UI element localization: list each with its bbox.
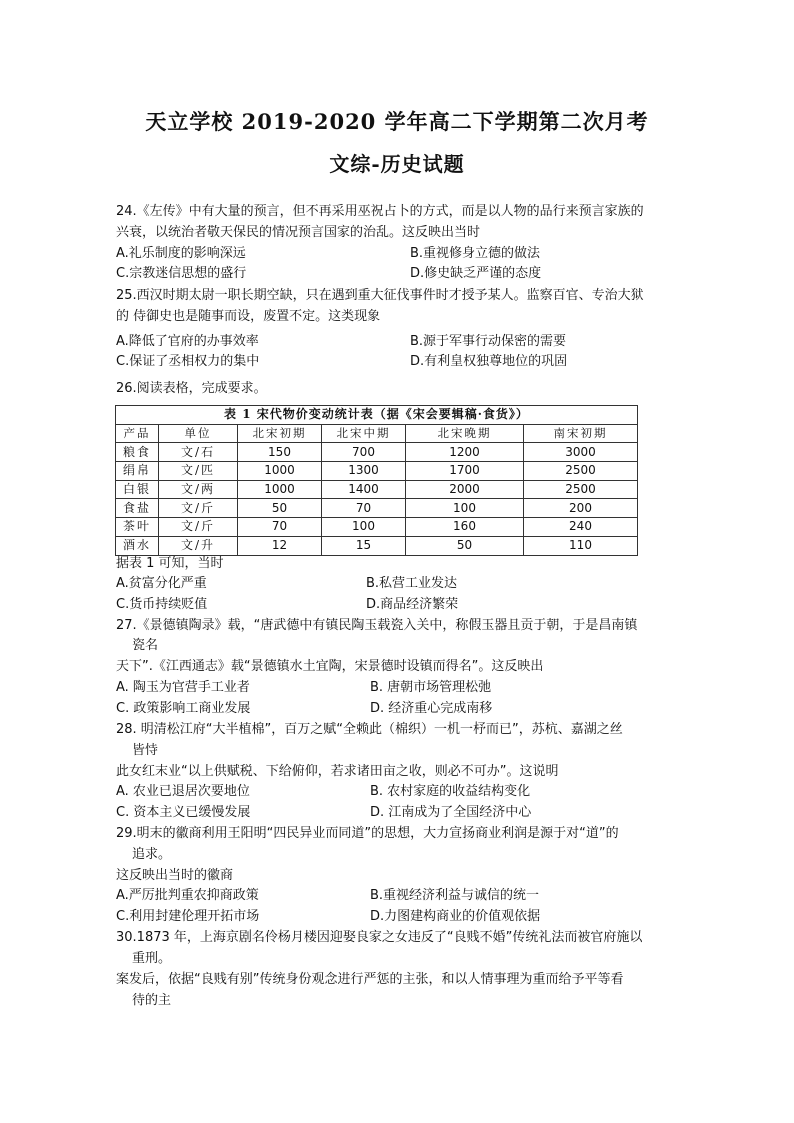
- table-cell: 12: [238, 536, 322, 555]
- question-24-stem-line2: 兴衰，以统治者敬天保民的情况预言国家的治乱。这反映出当时: [116, 225, 481, 240]
- table-row: [116, 518, 638, 537]
- question-27-option-c: C. 政策影响工商业发展: [116, 701, 251, 716]
- question-27-option-a: A. 陶玉为官营手工业者: [116, 680, 250, 695]
- question-26-option-b: B.私营工业发达: [366, 576, 458, 591]
- table-cell: 1000: [238, 480, 322, 499]
- table-cell: 茶叶: [116, 518, 159, 537]
- question-28-option-d: D. 江南成为了全国经济中心: [370, 805, 532, 820]
- question-24-option-a: A.礼乐制度的影响深远: [116, 246, 246, 261]
- question-27-stem-line2: 瓷名: [132, 638, 159, 653]
- table-cell: 700: [322, 443, 406, 462]
- table-cell: 50: [406, 536, 524, 555]
- table-cell: 1700: [406, 462, 524, 481]
- table-header-row: [116, 424, 638, 443]
- table-cell: 200: [524, 499, 638, 518]
- table-cell: 1400: [322, 480, 406, 499]
- question-28-option-a: A. 农业已退居次要地位: [116, 784, 250, 799]
- question-30-stem-line4: 待的主: [132, 993, 172, 1008]
- table-cell: 150: [238, 443, 322, 462]
- table-cell: 绢帛: [116, 462, 159, 481]
- question-29-stem-line1: 29.明末的徽商利用王阳明“四民异业而同道”的思想，大力宣扬商业利润是源于对“道”的: [116, 826, 619, 841]
- question-28-stem-line1: 28. 明清松江府“大半植棉”，百万之赋“全赖此（棉织）一机一杼而已”，苏杭、嘉湖之丝: [116, 722, 623, 737]
- table-cell: 文/石: [159, 443, 238, 462]
- table-header-cell: 北宋中期: [322, 424, 406, 443]
- table-cell: 100: [406, 499, 524, 518]
- question-27-stem-line1: 27.《景德镇陶录》载，“唐武德中有镇民陶玉载瓷入关中，称假玉器且贡于朝，于是昌南镇: [116, 618, 638, 633]
- question-28-option-b: B. 农村家庭的收益结构变化: [370, 784, 531, 799]
- table-cell: 3000: [524, 443, 638, 462]
- table-row: [116, 536, 638, 555]
- price-statistics-table: [115, 405, 638, 556]
- table-cell: 1000: [238, 462, 322, 481]
- page-title: 天立学校 2019-2020 学年高二下学期第二次月考: [145, 109, 649, 134]
- question-24-option-c: C.宗教迷信思想的盛行: [116, 266, 247, 281]
- question-29-option-a: A.严厉批判重农抑商政策: [116, 888, 259, 903]
- table-cell: 50: [238, 499, 322, 518]
- question-26-stem: 据表 1 可知，当时: [116, 556, 224, 571]
- table-header-cell: 单位: [159, 424, 238, 443]
- question-30-stem-line3: 案发后，依据“良贱有别”传统身份观念进行严惩的主张，和以人情事理为重而给予平等看: [116, 972, 624, 987]
- question-26-intro: 26.阅读表格，完成要求。: [116, 381, 267, 396]
- question-29-stem-line3: 这反映出当时的徽商: [116, 868, 234, 883]
- table-cell: 160: [406, 518, 524, 537]
- question-24-option-b: B.重视修身立德的做法: [410, 246, 541, 261]
- question-26-option-c: C.货币持续贬值: [116, 597, 208, 612]
- question-25-option-c: C.保证了丞相权力的集中: [116, 354, 260, 369]
- question-28-stem-line3: 此女红末业“以上供赋税、下给俯仰，若求诸田亩之收，则必不可办”。这说明: [116, 764, 559, 779]
- table-cell: 1200: [406, 443, 524, 462]
- question-29-option-b: B.重视经济利益与诚信的统一: [370, 888, 540, 903]
- question-28-stem-line2: 皆恃: [132, 743, 159, 758]
- question-27-option-b: B. 唐朝市场管理松弛: [370, 680, 492, 695]
- table-cell: 文/匹: [159, 462, 238, 481]
- question-25-stem-line2: 的 侍御史也是随事而设，废置不定。这类现象: [116, 309, 381, 324]
- table-cell: 15: [322, 536, 406, 555]
- table-cell: 文/斤: [159, 499, 238, 518]
- table-cell: 70: [238, 518, 322, 537]
- table-header-cell: 北宋晚期: [406, 424, 524, 443]
- question-25-option-b: B.源于军事行动保密的需要: [410, 334, 567, 349]
- table-cell: 文/两: [159, 480, 238, 499]
- table-cell: 110: [524, 536, 638, 555]
- question-24-option-d: D.修史缺乏严谨的态度: [410, 266, 542, 281]
- table-row: [116, 480, 638, 499]
- table-cell: 2500: [524, 462, 638, 481]
- question-29-option-d: D.力图建构商业的价值观依据: [370, 909, 541, 924]
- question-26-option-a: A.贫富分化严重: [116, 576, 207, 591]
- question-27-stem-line3: 天下”.《江西通志》载“景德镇水土宜陶，宋景德时设镇而得名”。这反映出: [116, 659, 544, 674]
- question-24-stem-line1: 24.《左传》中有大量的预言，但不再采用巫祝占卜的方式，而是以人物的品行来预言家族的: [116, 204, 644, 219]
- table-cell: 100: [322, 518, 406, 537]
- table-cell: 粮食: [116, 443, 159, 462]
- table-row: [116, 462, 638, 481]
- table-cell: 2000: [406, 480, 524, 499]
- table-cell: 2500: [524, 480, 638, 499]
- table-cell: 240: [524, 518, 638, 537]
- table-cell: 文/升: [159, 536, 238, 555]
- question-25-option-d: D.有利皇权独尊地位的巩固: [410, 354, 568, 369]
- question-28-option-c: C. 资本主义已缓慢发展: [116, 805, 251, 820]
- table-caption: 表 1 宋代物价变动统计表（据《宋会要辑稿·食货》）: [116, 406, 638, 425]
- question-29-option-c: C.利用封建伦理开拓市场: [116, 909, 260, 924]
- table-cell: 白银: [116, 480, 159, 499]
- question-27-option-d: D. 经济重心完成南移: [370, 701, 493, 716]
- question-30-stem-line2: 重刑。: [132, 951, 172, 966]
- table-cell: 70: [322, 499, 406, 518]
- table-cell: 食盐: [116, 499, 159, 518]
- table-header-cell: 产品: [116, 424, 159, 443]
- table-cell: 1300: [322, 462, 406, 481]
- table-row: [116, 499, 638, 518]
- table-row: [116, 443, 638, 462]
- table-cell: 文/斤: [159, 518, 238, 537]
- table-header-cell: 南宋初期: [524, 424, 638, 443]
- table-header-cell: 北宋初期: [238, 424, 322, 443]
- question-26-option-d: D.商品经济繁荣: [366, 597, 459, 612]
- question-25-option-a: A.降低了官府的办事效率: [116, 334, 259, 349]
- question-29-stem-line2: 追求。: [132, 847, 172, 862]
- question-30-stem-line1: 30.1873 年，上海京剧名伶杨月楼因迎娶良家之女违反了“良贱不婚”传统礼法而被官府施以: [116, 930, 643, 945]
- page-subtitle: 文综-历史试题: [329, 152, 465, 176]
- table-cell: 酒水: [116, 536, 159, 555]
- question-25-stem-line1: 25.西汉时期太尉一职长期空缺，只在遇到重大征伐事件时才授予某人。监察百官、专治大狱: [116, 288, 644, 303]
